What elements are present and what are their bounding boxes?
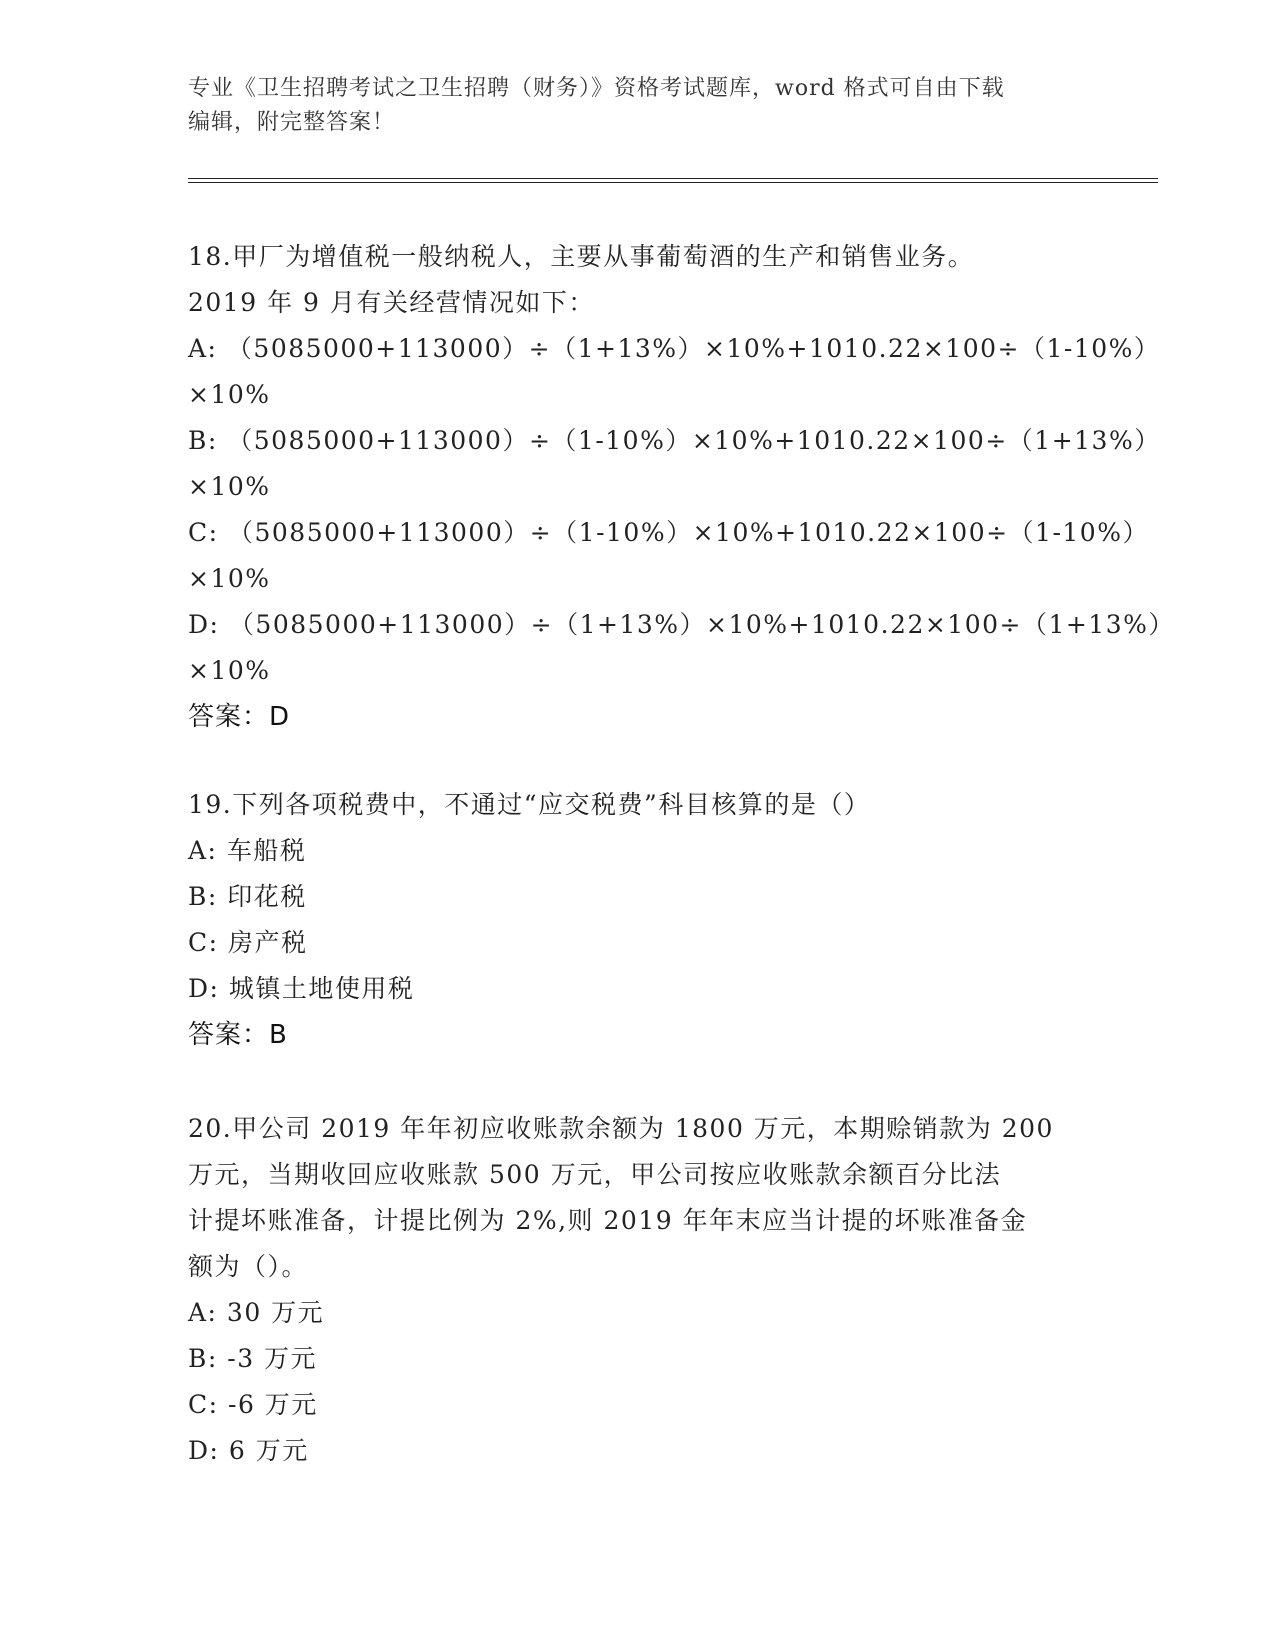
answer-label: 答案：B: [188, 1020, 288, 1050]
question-stem-line: 计提坏账准备，计提比例为 2%,则 2019 年年末应当计提的坏账准备金: [188, 1206, 1028, 1235]
option-b: B: （5085000+113000）÷（1-10%）×10%+1010.22×100÷（1+13%）: [188, 426, 1161, 455]
option-d: D: 城镇土地使用税: [188, 974, 415, 1003]
option-b: B: -3 万元: [188, 1344, 318, 1373]
option-d: D: （5085000+113000）÷（1+13%）×10%+1010.22×100÷（1+13%）: [188, 610, 1175, 639]
option-c-continuation: ×10%: [188, 564, 271, 593]
header-divider-top: [188, 178, 1158, 179]
question-stem-line: 2019 年 9 月有关经营情况如下：: [188, 288, 595, 317]
answer-label: 答案：D: [188, 702, 291, 732]
option-c: C: 房产税: [188, 928, 308, 957]
option-a-continuation: ×10%: [188, 380, 271, 409]
question-20: [188, 1106, 1088, 1474]
question-stem-line: 万元，当期收回应收账款 500 万元，甲公司按应收账款余额百分比法: [188, 1160, 1002, 1189]
option-c: C: （5085000+113000）÷（1-10%）×10%+1010.22×100÷（1-10%）: [188, 518, 1149, 547]
document-header: [188, 72, 1088, 140]
question-19: [188, 782, 1088, 1058]
question-stem-line: 19.下列各项税费中，不通过“应交税费”科目核算的是（）: [188, 790, 871, 819]
option-d: D: 6 万元: [188, 1436, 309, 1465]
option-a: A: 30 万元: [188, 1298, 325, 1327]
question-stem-line: 20.甲公司 2019 年年初应收账款余额为 1800 万元，本期赊销款为 200: [188, 1114, 1054, 1143]
option-b-continuation: ×10%: [188, 472, 271, 501]
option-b: B: 印花税: [188, 882, 307, 911]
header-divider-bottom: [188, 182, 1158, 183]
header-line-1: 专业《卫生招聘考试之卫生招聘（财务）》资格考试题库，word 格式可自由下载: [188, 76, 1005, 101]
question-18: [188, 234, 1175, 740]
question-stem-line: 18.甲厂为增值税一般纳税人，主要从事葡萄酒的生产和销售业务。: [188, 242, 975, 271]
option-a: A: 车船税: [188, 836, 307, 865]
option-d-continuation: ×10%: [188, 656, 271, 685]
question-stem-line: 额为（）。: [188, 1252, 309, 1281]
header-line-2: 编辑，附完整答案！: [188, 110, 396, 135]
option-c: C: -6 万元: [188, 1390, 318, 1419]
option-a: A: （5085000+113000）÷（1+13%）×10%+1010.22×100÷（1-10%）: [188, 334, 1161, 363]
